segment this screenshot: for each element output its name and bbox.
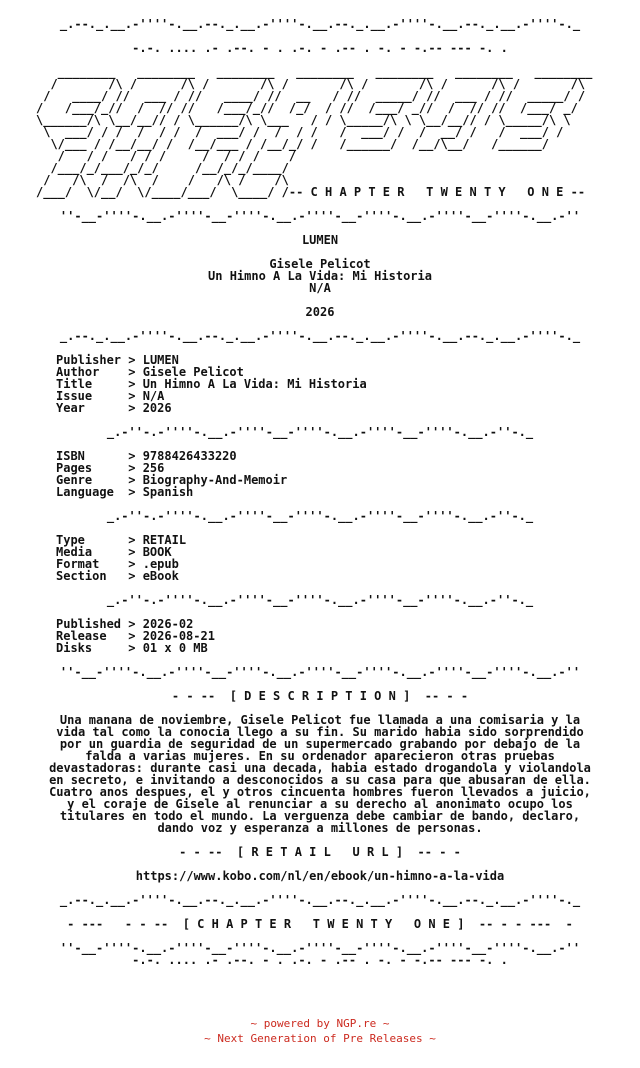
field-value: Biography-And-Memoir (142, 473, 288, 487)
field-label: Release (56, 629, 107, 643)
field-label: Format (56, 557, 100, 571)
field-value: eBook (142, 569, 179, 583)
field-label: Title (56, 377, 93, 391)
logo-line: / /___/_// / // // /___/_// /_/ / // /___/ _// / // // /___/ _/ (36, 101, 578, 115)
retail-url-heading: - - -- [ R E T A I L U R L ] -- - - (179, 845, 461, 859)
description-line: falda a varias mujeres. En su ordenador aparecieron otras pruebas (85, 749, 555, 763)
field-value: 9788426433220 (142, 449, 237, 463)
description-text (0, 714, 640, 834)
field-label: Pages (56, 461, 93, 475)
header-issue: N/A (309, 281, 331, 295)
description-line: Una manana de noviembre, Gisele Pelicot fue llamada a una comisaria y la (59, 713, 581, 727)
field-value: 2026-08-21 (142, 629, 215, 643)
header-publisher: LUMEN (301, 233, 339, 247)
field-label: Media (56, 545, 93, 559)
header-year: 2026 (305, 305, 335, 319)
description-line: devastadoras: durante casi una decada, habia estado drogandola y violandola (49, 761, 591, 775)
retail-url: https://www.kobo.com/nl/en/ebook/un-himno-a-la-vida (135, 869, 505, 883)
nfo-document (0, 18, 640, 966)
logo-tagline: -- C H A P T E R T W E N T Y O N E -- (288, 185, 586, 199)
wave-divider: _.-''-.-''''-.__.-''''-__-''''-.__.-''''-__-''''-.__.-''-._ (106, 593, 534, 607)
field-label: Language (56, 485, 114, 499)
logo-line: \______/\ \__/__// / \______/\ \___ / / \_____/\ \ \__/__// / \_____/\ \ (36, 113, 571, 127)
wave-divider: _.-''-.-''''-.__.-''''-__-''''-.__.-''''-__-''''-.__.-''-._ (106, 425, 534, 439)
morse-line-bottom: -.-. .... .- .--. - . .-. - .-- . -. - -.-- --- -. . (132, 953, 508, 967)
field-value: BOOK (142, 545, 172, 559)
logo-line: \/___ / /__/__/ / /__/___ / /__/_/ / /______/ /__/\__/ /______/ (36, 137, 549, 151)
field-label: Issue (56, 389, 93, 403)
field-value: 2026-02 (142, 617, 194, 631)
info-block-release: Publisher > LUMEN Author > Gisele Pelicot Title > Un Himno A La Vida: Mi Historia Issue > N/A Year > 2026 (56, 353, 367, 415)
header-title: Un Himno A La Vida: Mi Historia (208, 269, 432, 283)
field-value: 256 (142, 461, 165, 475)
logo-line: /___/_/___/_/_/ /__/_/_/____/ (36, 161, 289, 175)
description-line: vida tal como la conocia llego a su fin. Su marido habia sido sorprendido (56, 725, 584, 739)
field-label: Publisher (56, 353, 122, 367)
field-value: .epub (142, 557, 179, 571)
description-line: Cuatro anos despues, el y otros cincuenta hombres fueron llevados a juicio, (49, 785, 591, 799)
ascii-logo (0, 66, 640, 198)
field-value: LUMEN (142, 353, 179, 367)
header-author: Gisele Pelicot (269, 257, 371, 271)
field-value: Un Himno A La Vida: Mi Historia (142, 377, 367, 391)
field-label: Author (56, 365, 100, 379)
wave-border: ''-__-''''-.__.-''''-__-''''-.__.-''''-__-''''-.__.-''''-__-''''-.__.-'' (59, 941, 581, 955)
info-block-book: ISBN > 9788426433220 Pages > 256 Genre > Biography-And-Memoir Language > Spanish (56, 449, 288, 499)
field-label: Published (56, 617, 122, 631)
morse-line-top: -.-. .... .- .--. - . .-. - .-- . -. - -.-- --- -. . (132, 41, 508, 55)
description-line: dando voz y esperanza a millones de personas. (157, 821, 483, 835)
field-label: Section (56, 569, 107, 583)
field-value: Spanish (142, 485, 194, 499)
description-heading: - - -- [ D E S C R I P T I O N ] -- - - (171, 689, 469, 703)
field-label: ISBN (56, 449, 85, 463)
logo-line: / ____/ // ___ / // ____/ // __ / // _____/ // ___ / // _____/ / (36, 89, 586, 103)
closing-chapter-line: - --- - - -- [ C H A P T E R T W E N T Y O N E ] -- - - --- - (67, 917, 573, 931)
field-label: Year (56, 401, 85, 415)
field-value: N/A (142, 389, 165, 403)
field-value: 01 x 0 MB (142, 641, 208, 655)
description-line: y el coraje de Gisele al renunciar a su derecho al anonimato ocupo los (67, 797, 573, 811)
description-line: en secreto, e invitando a desconocidos a su casa para que abusaran de ella. (49, 773, 591, 787)
description-line: por un guardia de seguridad de un supermercado grabando por debajo de la (59, 737, 581, 751)
wave-border: _.--._.__.-''''-.__.--._.__.-''''-.__.--._.__.-''''-.__.--._.__.-''''-._ (59, 893, 581, 907)
description-line: titulares en todo el mundo. La verguenza debe cambiar de bando, declaro, (59, 809, 581, 823)
wave-border-top: _.--._.__.-''''-.__.--._.__.-''''-.__.--._.__.-''''-.__.--._.__.-''''-._ (59, 17, 581, 31)
logo-line: /___/ \/__/ \/____/___/ \____/ / (36, 185, 289, 199)
footer-tagline: ~ Next Generation of Pre Releases ~ (204, 1032, 436, 1045)
wave-border: ''-__-''''-.__.-''''-__-''''-.__.-''''-__-''''-.__.-''''-__-''''-.__.-'' (59, 665, 581, 679)
field-label: Genre (56, 473, 93, 487)
logo-line: / /\ / /\ / / /\ / /\ (36, 173, 289, 187)
logo-line: / / / / / / / / / / / (36, 149, 297, 163)
logo-line: / /\ / /\ / /\ / /\ / /\ / /\ / /\ (36, 77, 586, 91)
info-block-format: Type > RETAIL Media > BOOK Format > .epub Section > eBook (56, 533, 187, 583)
field-value: RETAIL (142, 533, 187, 547)
wave-border: ''-__-''''-.__.-''''-__-''''-.__.-''''-__-''''-.__.-''''-__-''''-.__.-'' (59, 209, 581, 223)
field-label: Type (56, 533, 85, 547)
info-block-dates: Published > 2026-02 Release > 2026-08-21 Disks > 01 x 0 MB (56, 617, 215, 655)
wave-divider: _.-''-.-''''-.__.-''''-__-''''-.__.-''''-__-''''-.__.-''-._ (106, 509, 534, 523)
field-value: 2026 (142, 401, 172, 415)
footer-powered-by: ~ powered by NGP.re ~ (250, 1017, 390, 1030)
wave-border: _.--._.__.-''''-.__.--._.__.-''''-.__.--._.__.-''''-.__.--._.__.-''''-._ (59, 329, 581, 343)
field-label: Disks (56, 641, 93, 655)
logo-line: \ ___/ / / / / / / ___/ / / / / / ___/ / / __/ / / ___/ / (36, 125, 564, 139)
footer (0, 1016, 640, 1046)
logo-line: ________ ________ ________ ________ ________ ________ ________ (36, 65, 593, 79)
field-value: Gisele Pelicot (142, 365, 244, 379)
